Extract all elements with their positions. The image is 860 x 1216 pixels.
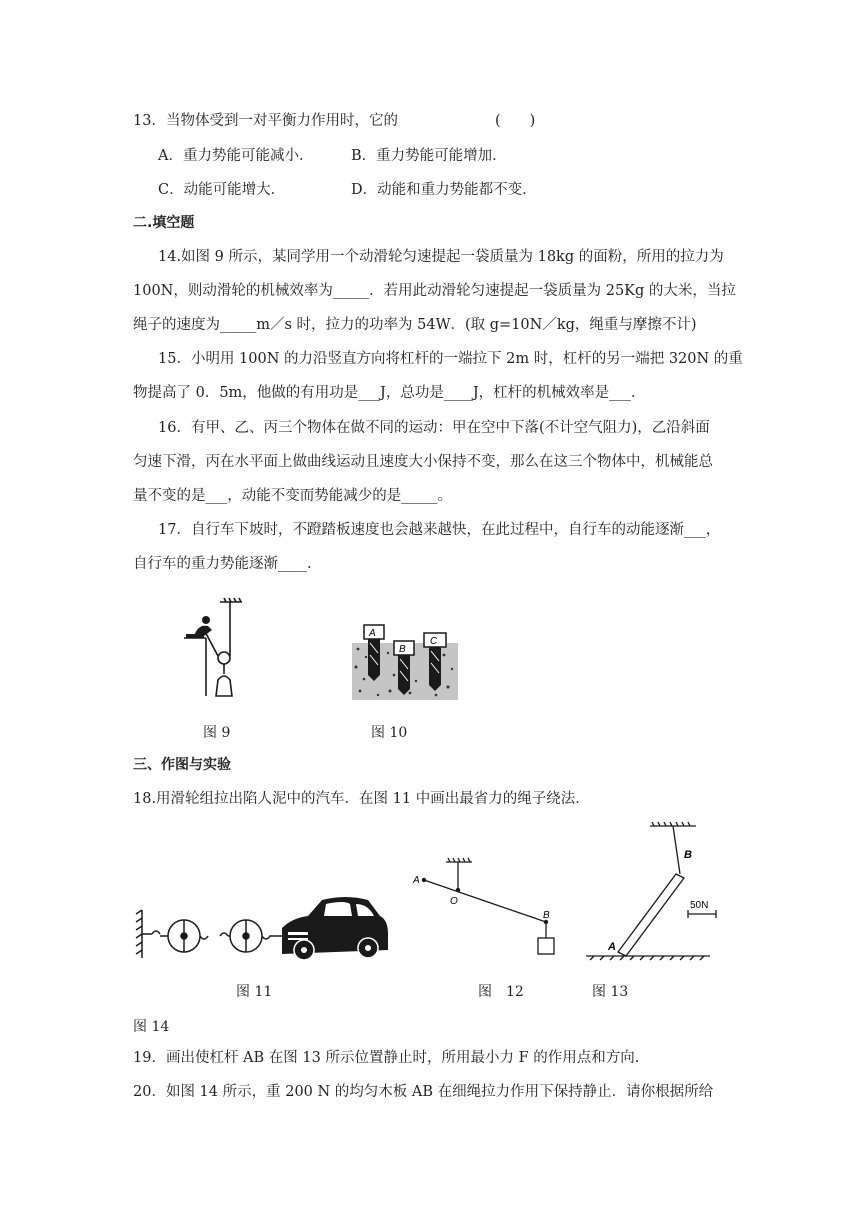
figure-10-label-b: B xyxy=(399,644,406,655)
section-drawing-title: 三、作图与实验 xyxy=(133,757,231,773)
q14-line3: 绳子的速度为_____m／s 时，拉力的功率为 54W．(取 g=10N／kg，绳重与摩擦不计) xyxy=(133,317,697,333)
figure-13-label-a: A xyxy=(608,941,616,953)
q13-option-c: C．动能可能增大． xyxy=(158,182,286,198)
q16-line1: 16．有甲、乙、丙三个物体在做不同的运动：甲在空中下落(不计空气阻力)，乙沿斜面 xyxy=(158,420,710,436)
figure-13-scale-label: 50N xyxy=(690,900,709,911)
figure-12-lever xyxy=(412,856,562,960)
q16-line2: 匀速下滑，丙在水平面上做曲线运动且速度大小保持不变，那么在这三个物体中，机械能总 xyxy=(133,454,713,470)
figure-13-label-b: B xyxy=(684,849,692,861)
figure-11-caption: 图 11 xyxy=(236,984,273,1000)
figure-12-label-b: B xyxy=(543,910,550,921)
q15-line2: 物提高了 0．5m，他做的有用功是___J，总功是____J，杠杆的机械效率是___． xyxy=(133,385,646,401)
q16-line3: 量不变的是___，动能不变而势能减少的是_____。 xyxy=(133,488,452,504)
q17-line1: 17．自行车下坡时，不蹬踏板速度也会越来越快，在此过程中，自行车的动能逐渐___， xyxy=(158,522,721,538)
figure-11-pulley-and-car xyxy=(132,862,392,962)
q13-stem: 13．当物体受到一对平衡力作用时，它的 xyxy=(133,113,398,129)
figure-12-caption: 图 12 xyxy=(478,984,524,1000)
figure-10-caption: 图 10 xyxy=(371,725,408,741)
q15-line1: 15．小明用 100N 的力沿竖直方向将杠杆的一端拉下 2m 时，杠杆的另一端把 320N 的重 xyxy=(158,351,743,367)
q18-text: 18.用滑轮组拉出陷人泥中的汽车．在图 11 中画出最省力的绳子绕法． xyxy=(133,791,590,807)
figure-14-caption: 图 14 xyxy=(133,1019,170,1035)
section-fill-in-title: 二.填空题 xyxy=(133,215,195,231)
figure-10-label-a: A xyxy=(369,628,376,639)
figure-10-label-c: C xyxy=(430,636,438,647)
q17-line2: 自行车的重力势能逐渐____. xyxy=(133,556,312,572)
figure-10-stakes-in-sand xyxy=(352,605,458,700)
q20-text: 20．如图 14 所示，重 200 N 的均匀木板 AB 在细绳拉力作用下保持静止．请你根据所给 xyxy=(133,1084,714,1100)
figure-12-label-o: O xyxy=(450,896,458,907)
q19-text: 19．画出使杠杆 AB 在图 13 所示位置静止时，所用最小力 F 的作用点和方向. xyxy=(133,1050,640,1066)
q13-option-d: D．动能和重力势能都不变． xyxy=(351,182,537,198)
q13-option-b: B．重力势能可能增加． xyxy=(351,148,507,164)
figure-12-label-a: A xyxy=(413,875,420,886)
figure-13-plank-rope xyxy=(580,820,730,966)
q14-line2: 100N，则动滑轮的机械效率为_____．若用此动滑轮匀速提起一袋质量为 25Kg 的大米，当拉 xyxy=(133,283,736,299)
q13-option-a: A．重力势能可能减小． xyxy=(158,148,314,164)
figure-9-movable-pulley xyxy=(182,596,248,698)
figure-9-caption: 图 9 xyxy=(203,725,231,741)
figure-13-caption: 图 13 xyxy=(592,984,629,1000)
q13-answer-paren: ( ) xyxy=(495,113,536,129)
q14-line1: 14.如图 9 所示，某同学用一个动滑轮匀速提起一袋质量为 18kg 的面粉，所用的拉力为 xyxy=(158,249,724,265)
